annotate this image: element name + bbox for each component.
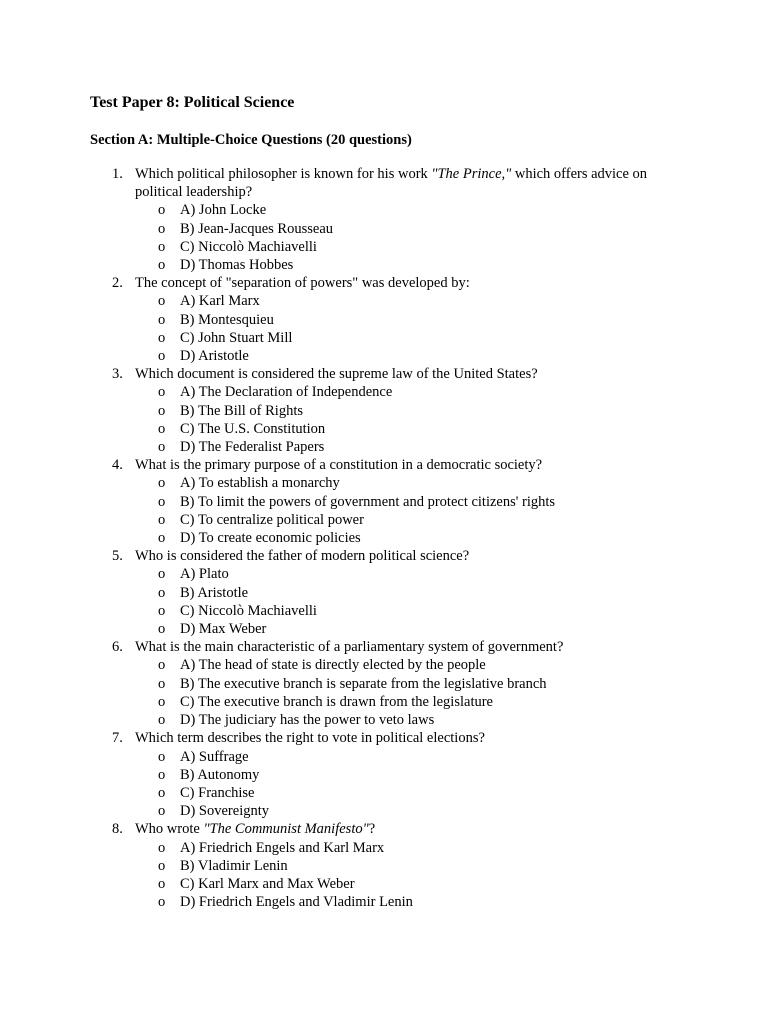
answer-option <box>135 529 690 547</box>
answer-option <box>135 383 690 401</box>
question-text <box>135 457 542 473</box>
bullet-marker: o <box>158 693 166 710</box>
answer-option <box>135 748 690 766</box>
bullet-marker: o <box>158 475 166 492</box>
answer-option <box>135 511 690 529</box>
bullet-marker: o <box>158 402 166 419</box>
answer-option-text: B) Vladimir Lenin <box>180 857 288 874</box>
question-title-reference: "The Prince," <box>431 166 512 182</box>
answer-option <box>135 474 690 492</box>
answer-option <box>135 857 690 875</box>
answer-option <box>135 620 690 638</box>
question-number: 4. <box>112 457 123 474</box>
answer-option-text: C) Niccolò Machiavelli <box>180 238 317 255</box>
answer-option <box>135 875 690 893</box>
question-text-part: Who wrote <box>135 821 204 838</box>
answer-option-text: C) To centralize political power <box>180 511 364 528</box>
bullet-marker: o <box>158 238 166 255</box>
answer-option-text: D) Thomas Hobbes <box>180 257 294 274</box>
answer-option-text: B) Jean-Jacques Rousseau <box>180 220 334 237</box>
answer-option <box>135 675 690 693</box>
answer-options <box>135 839 690 912</box>
answer-option-text: C) Niccolò Machiavelli <box>180 602 317 619</box>
question-item <box>90 547 690 638</box>
question-number: 8. <box>112 821 123 838</box>
question-item <box>90 638 690 729</box>
bullet-marker: o <box>158 894 166 911</box>
question-text-part: What is the primary purpose of a constitution in a democratic society? <box>135 457 543 474</box>
answer-option <box>135 893 690 911</box>
question-item <box>90 165 690 274</box>
answer-option-text: D) The judiciary has the power to veto laws <box>180 712 435 729</box>
answer-option-text: D) The Federalist Papers <box>180 439 325 456</box>
answer-option-text: D) To create economic policies <box>180 530 361 547</box>
bullet-marker: o <box>158 329 166 346</box>
answer-options <box>135 292 690 365</box>
question-text-part: What is the main characteristic of a parliamentary system of government? <box>135 639 564 656</box>
bullet-marker: o <box>158 766 166 783</box>
question-list <box>90 165 690 911</box>
answer-option <box>135 238 690 256</box>
bullet-marker: o <box>158 220 166 237</box>
question-text <box>135 821 375 837</box>
question-text <box>135 366 538 382</box>
bullet-marker: o <box>158 420 166 437</box>
question-text-part: ? <box>368 821 376 838</box>
answer-option <box>135 784 690 802</box>
answer-option-text: B) Autonomy <box>180 766 260 783</box>
answer-option <box>135 656 690 674</box>
answer-option <box>135 256 690 274</box>
answer-option-text: C) Franchise <box>180 784 255 801</box>
answer-option-text: D) Aristotle <box>180 348 249 365</box>
question-text-part: which offers advice on political leadership? <box>135 166 648 201</box>
answer-option <box>135 438 690 456</box>
bullet-marker: o <box>158 621 166 638</box>
bullet-marker: o <box>158 875 166 892</box>
answer-option-text: B) The executive branch is separate from the legislative branch <box>180 675 547 692</box>
answer-option <box>135 329 690 347</box>
answer-options <box>135 201 690 274</box>
answer-option <box>135 402 690 420</box>
bullet-marker: o <box>158 675 166 692</box>
question-number: 1. <box>112 166 123 182</box>
question-text <box>135 275 470 291</box>
question-text <box>135 639 563 655</box>
document-page <box>90 92 690 911</box>
question-text <box>135 730 485 746</box>
answer-option <box>135 602 690 620</box>
answer-option-text: B) Montesquieu <box>180 311 274 328</box>
answer-option <box>135 347 690 365</box>
question-number: 2. <box>112 275 123 292</box>
question-text-part: Who is considered the father of modern political science? <box>135 548 470 565</box>
answer-option-text: C) John Stuart Mill <box>180 329 293 346</box>
bullet-marker: o <box>158 530 166 547</box>
answer-option-text: A) Plato <box>180 566 229 583</box>
question-item <box>90 365 690 456</box>
question-number: 5. <box>112 548 123 565</box>
answer-option <box>135 493 690 511</box>
question-text-part: The concept of "separation of powers" was developed by: <box>135 275 470 292</box>
answer-options <box>135 565 690 638</box>
bullet-marker: o <box>158 348 166 365</box>
answer-option-text: B) Aristotle <box>180 584 249 601</box>
answer-option-text: A) Friedrich Engels and Karl Marx <box>180 839 385 856</box>
answer-option-text: A) John Locke <box>180 202 267 219</box>
question-text-part: Which term describes the right to vote in political elections? <box>135 730 485 747</box>
document-title: Test Paper 8: Political Science <box>90 94 295 111</box>
question-item <box>90 820 690 911</box>
answer-option-text: A) Karl Marx <box>180 293 260 310</box>
answer-option-text: A) The Declaration of Independence <box>180 384 393 401</box>
answer-option <box>135 802 690 820</box>
bullet-marker: o <box>158 439 166 456</box>
bullet-marker: o <box>158 257 166 274</box>
bullet-marker: o <box>158 839 166 856</box>
answer-option-text: C) Karl Marx and Max Weber <box>180 875 355 892</box>
answer-options <box>135 656 690 729</box>
answer-option-text: B) The Bill of Rights <box>180 402 303 419</box>
question-number: 6. <box>112 639 123 656</box>
answer-option <box>135 565 690 583</box>
question-text-part: Which political philosopher is known for his work <box>135 166 432 182</box>
question-text <box>135 548 469 564</box>
answer-option-text: D) Max Weber <box>180 621 267 638</box>
bullet-marker: o <box>158 712 166 729</box>
question-item <box>90 274 690 365</box>
answer-option-text: D) Sovereignty <box>180 803 269 820</box>
bullet-marker: o <box>158 657 166 674</box>
question-item <box>90 456 690 547</box>
bullet-marker: o <box>158 857 166 874</box>
answer-option <box>135 839 690 857</box>
bullet-marker: o <box>158 202 166 219</box>
question-item <box>90 729 690 820</box>
answer-option <box>135 766 690 784</box>
bullet-marker: o <box>158 293 166 310</box>
question-text-part: Which document is considered the supreme law of the United States? <box>135 366 538 383</box>
bullet-marker: o <box>158 511 166 528</box>
answer-options <box>135 748 690 821</box>
answer-option <box>135 711 690 729</box>
bullet-marker: o <box>158 384 166 401</box>
answer-option <box>135 220 690 238</box>
bullet-marker: o <box>158 493 166 510</box>
answer-option <box>135 693 690 711</box>
bullet-marker: o <box>158 602 166 619</box>
question-text <box>135 166 647 200</box>
answer-option-text: A) Suffrage <box>180 748 249 765</box>
bullet-marker: o <box>158 566 166 583</box>
answer-option-text: B) To limit the powers of government and protect citizens' rights <box>180 493 556 510</box>
answer-option-text: D) Friedrich Engels and Vladimir Lenin <box>180 894 413 911</box>
answer-option <box>135 292 690 310</box>
bullet-marker: o <box>158 311 166 328</box>
question-title-reference: "The Communist Manifesto" <box>203 821 369 838</box>
answer-option-text: C) The U.S. Constitution <box>180 420 326 437</box>
bullet-marker: o <box>158 748 166 765</box>
answer-option-text: A) The head of state is directly elected by the people <box>180 657 486 674</box>
answer-options <box>135 383 690 456</box>
answer-options <box>135 474 690 547</box>
answer-option <box>135 311 690 329</box>
answer-option <box>135 584 690 602</box>
bullet-marker: o <box>158 584 166 601</box>
bullet-marker: o <box>158 784 166 801</box>
answer-option-text: A) To establish a monarchy <box>180 475 340 492</box>
question-number: 7. <box>112 730 123 747</box>
answer-option <box>135 201 690 219</box>
section-title: Section A: Multiple-Choice Questions (20 questions) <box>90 132 412 148</box>
answer-option <box>135 420 690 438</box>
bullet-marker: o <box>158 803 166 820</box>
answer-option-text: C) The executive branch is drawn from the legislature <box>180 693 493 710</box>
question-number: 3. <box>112 366 123 383</box>
